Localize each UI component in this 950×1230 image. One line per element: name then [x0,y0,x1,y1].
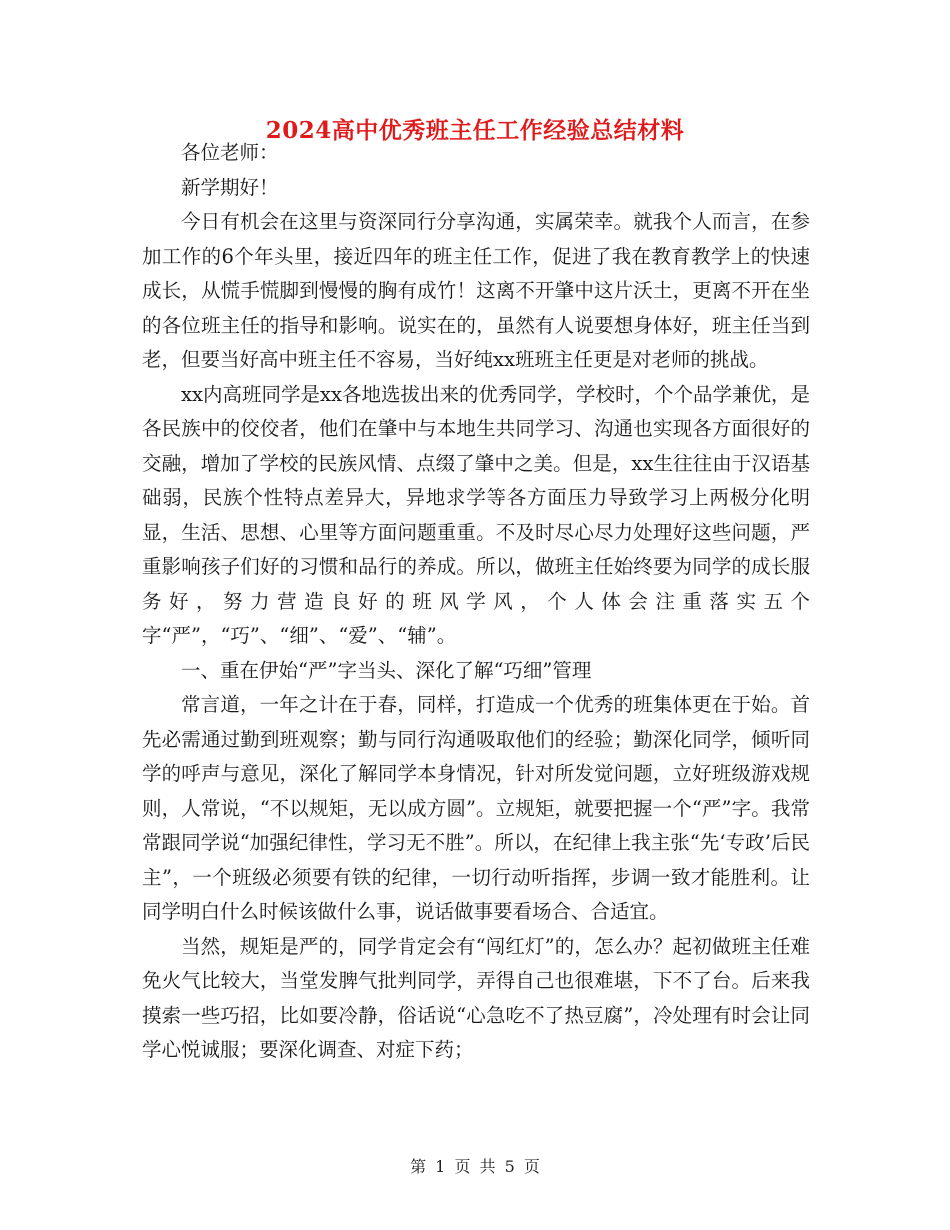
body-paragraph: 今日有机会在这里与资深同行分享沟通，实属荣幸。就我个人而言，在参加工作的6个年头里，接近四年的班主任工作，促进了我在教育教学上的快速成长，从慌手慌脚到慢慢的胸有成竹！这离不开肇中这片沃土，更离不开在坐的各位班主任的指导和影响。说实在的，虽然有人说要想身体好，班主任当到老，但要当好高中班主任不容易，当好纯xx班班主任更是对老师的挑战。 [142,210,810,371]
body-paragraph: 当然，规矩是严的，同学肯定会有“闯红灯”的，怎么办？起初做班主任难免火气比较大，当堂发脾气批判同学，弄得自己也很难堪，下不了台。后来我摸索一些巧招，比如要冷静，俗话说“心急吃不了热豆腐”，冷处理有时会让同学心悦诚服；要深化调查、对症下药； [142,934,810,1061]
document-body [142,136,810,1068]
greeting: 新学期好！ [181,175,279,199]
body-paragraph: 常言道，一年之计在于春，同样，打造成一个优秀的班集体更在于始。首先必需通过勤到班观察；勤与同行沟通吸取他们的经验；勤深化同学，倾听同学的呼声与意见，深化了解同学本身情况，针对所发觉问题，立好班级游戏规则，人常说，“不以规矩，无以成方圆”。立规矩，就要把握一个“严”字。我常常跟同学说“加强纪律性，学习无不胜”。所以，在纪律上我主张“先‘专政’后民主”，一个班级必须要有铁的纪律，一切行动听指挥，步调一致才能胜利。让同学明白什么时候该做什么事，说话做事要看场合、合适宜。 [142,693,810,923]
document-title: 2024高中优秀班主任工作经验总结材料 [265,117,685,144]
page-footer: 第 1 页 共 5 页 [410,1157,540,1176]
section-heading: 一、重在伊始“严”字当头、深化了解“巧细”管理 [181,658,592,682]
body-paragraph: xx内高班同学是xx各地选拔出来的优秀同学，学校时，个个品学兼优，是各民族中的佼佼者，他们在肇中与本地生共同学习、沟通也实现各方面很好的交融，增加了学校的民族风情、点缀了肇中之美。但是，xx生往往由于汉语基础弱，民族个性特点差异大，异地求学等各方面压力导致学习上两极分化明显，生活、思想、心里等方面问题重重。不及时尽心尽力处理好这些问题，严重影响孩子们好的习惯和品行的养成。所以，做班主任始终要为同学的成长服务好，努力营造良好的班风学风，个人体会注重落实五个字“严”，“巧”、“细”、“爱”、“辅”。 [142,382,810,647]
salutation: 各位老师： [181,141,279,164]
